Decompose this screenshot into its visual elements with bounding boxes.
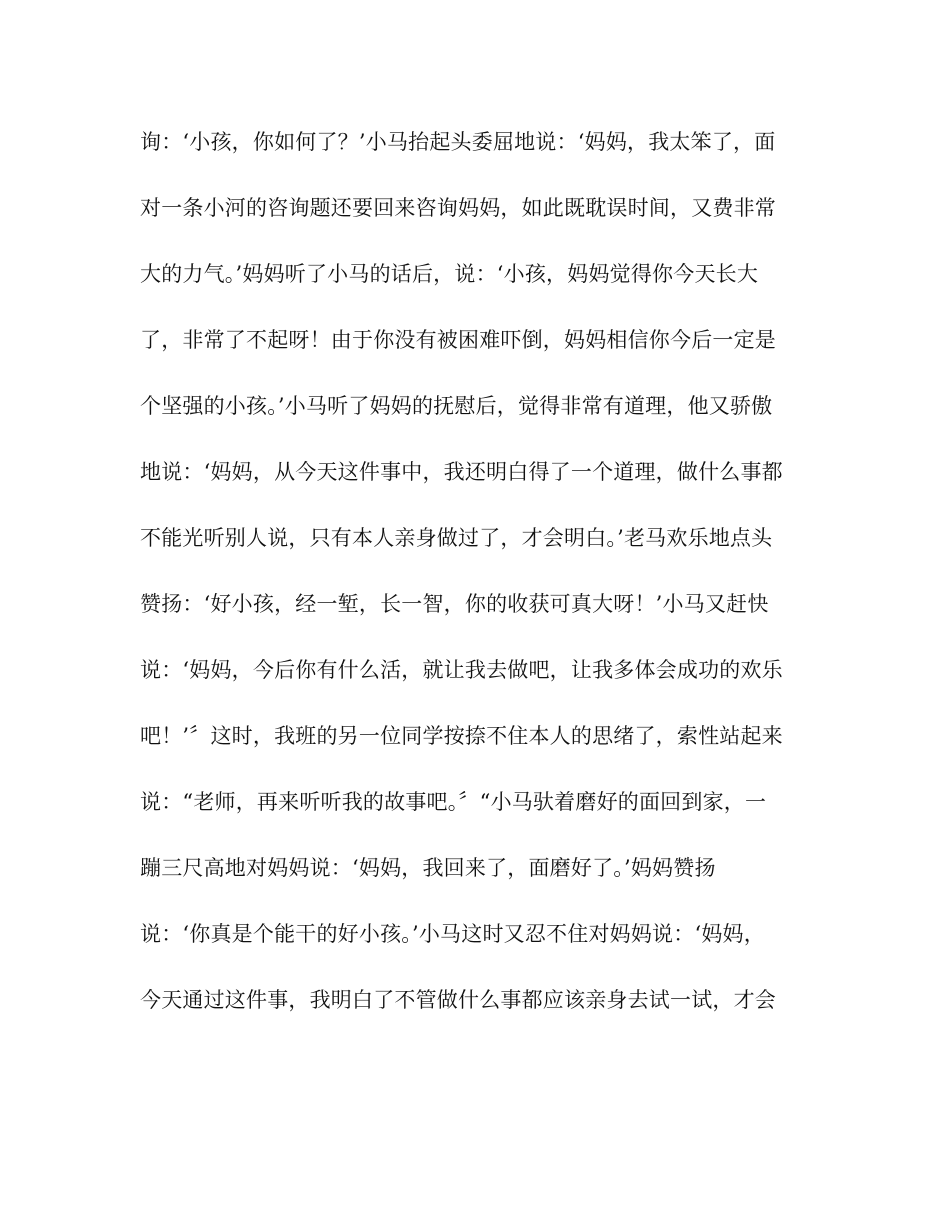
body-text [140, 118, 820, 1042]
text-line-14: 今天通过这件事，我明白了不管做什么事都应该亲身去试一试，才会 [140, 988, 776, 1012]
text-line-2: 对一条小河的咨询题还要回来咨询妈妈，如此既耽误时间，又费非常 [140, 196, 776, 220]
text-line-4: 了，非常了不起呀！由于你没有被困难吓倒，妈妈相信你今后一定是 [140, 328, 776, 352]
text-line-11: 说：“老师，再来听听我的故事吧。〞“小马驮着磨好的面回到家，一 [140, 790, 767, 814]
text-line-1: 询：‘小孩，你如何了？’小马抬起头委屈地说：‘妈妈，我太笨了，面 [140, 130, 776, 154]
text-line-7: 不能光听别人说，只有本人亲身做过了，才会明白。’老马欢乐地点头 [140, 526, 773, 550]
text-line-5: 个坚强的小孩。’小马听了妈妈的抚慰后，觉得非常有道理，他又骄傲 [140, 394, 773, 418]
text-line-13: 说：‘你真是个能干的好小孩。’小马这时又忍不住对妈妈说：‘妈妈， [140, 922, 765, 946]
text-line-9: 说：‘妈妈，今后你有什么活，就让我去做吧，让我多体会成功的欢乐 [140, 658, 783, 682]
text-line-6: 地说：‘妈妈，从今天这件事中，我还明白得了一个道理，做什么事都 [140, 460, 783, 484]
text-line-3: 大的力气。’妈妈听了小马的话后，说：‘小孩，妈妈觉得你今天长大 [140, 262, 759, 286]
text-line-10: 吧！’〞这时，我班的另一位同学按捺不住本人的思绪了，索性站起来 [140, 724, 783, 748]
text-line-12: 蹦三尺高地对妈妈说：‘妈妈，我回来了，面磨好了。’妈妈赞扬 [140, 856, 716, 880]
text-line-8: 赞扬：‘好小孩，经一堑，长一智，你的收获可真大呀！’小马又赶快 [140, 592, 769, 616]
